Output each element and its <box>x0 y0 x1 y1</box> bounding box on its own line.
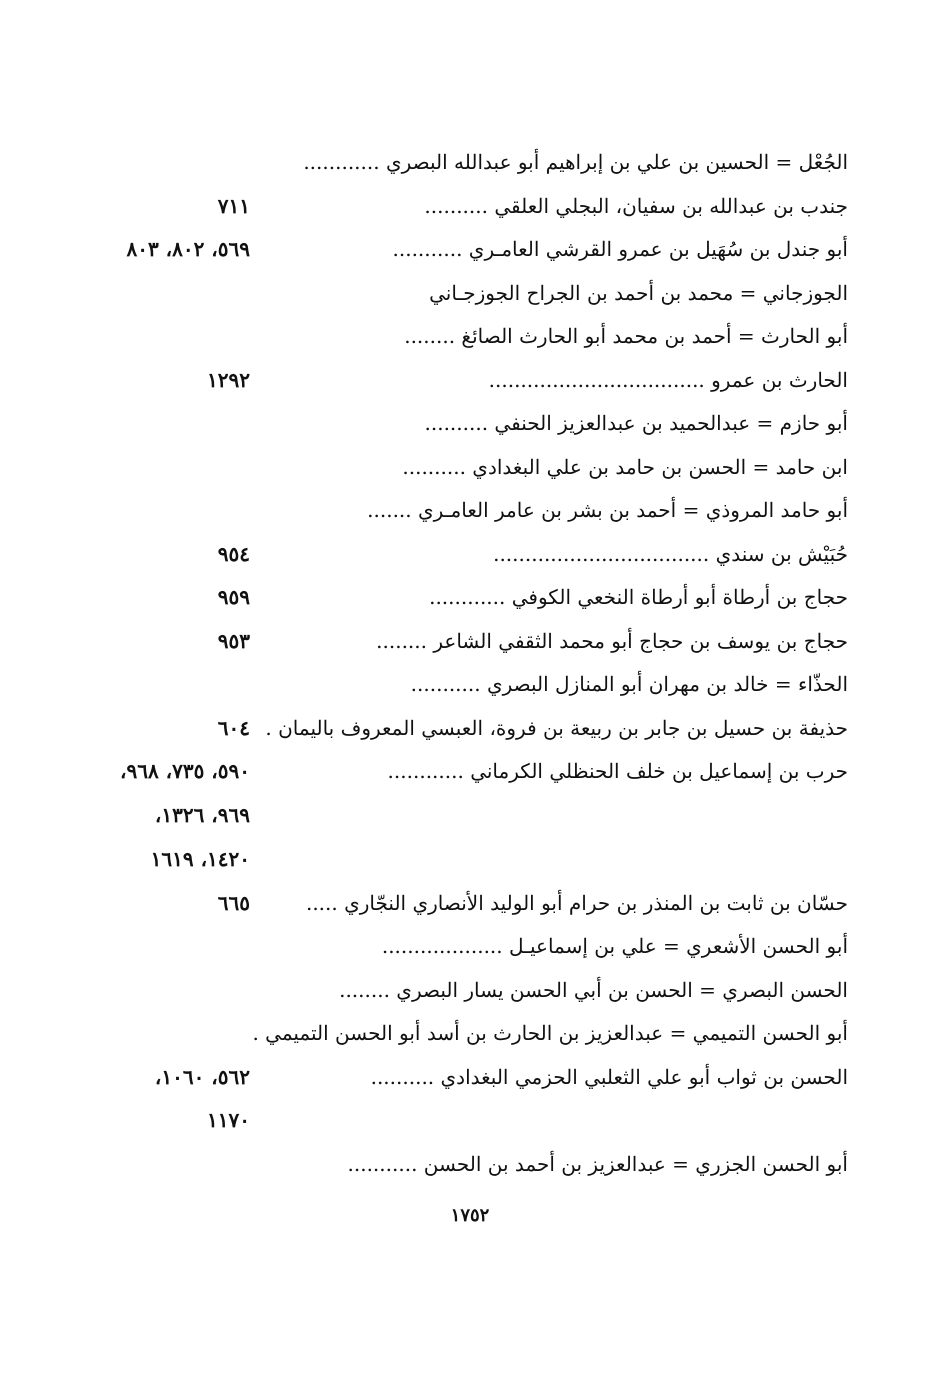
index-entry <box>100 1013 848 1057</box>
entry-pages: ٩٥٤ <box>217 541 250 566</box>
index-entry <box>100 664 848 708</box>
entry-pages: ٦٦٥ <box>217 890 250 915</box>
entry-pages: ٩٦٩، ١٣٢٦، <box>154 802 250 827</box>
entry-name: الحسن البصري = الحسن بن أبي الحسن يسار البصري ........ <box>339 977 848 1002</box>
entry-pages: ٩٥٣ <box>217 628 250 653</box>
entry-name: أبو الحسن الجزري = عبدالعزيز بن أحمد بن الحسن ........... <box>347 1152 848 1176</box>
index-entry <box>100 970 848 1014</box>
index-entry-continuation <box>100 795 848 839</box>
entry-pages: ٧١١ <box>217 193 250 218</box>
index-entry <box>100 1057 848 1101</box>
index-entry <box>100 621 848 665</box>
entry-name: أبو الحسن التميمي = عبدالعزيز بن الحارث بن أسد أبو الحسن التميمي . <box>252 1021 848 1045</box>
entry-name: الجُعْل = الحسين بن علي بن إبراهيم أبو عبدالله البصري ............ <box>303 150 848 174</box>
entry-name: ابن حامد = الحسن بن حامد بن علي البغدادي .......... <box>402 454 848 479</box>
index-entry <box>100 273 848 317</box>
entry-name: حجاج بن يوسف بن حجاج أبو محمد الثقفي الشاعر ........ <box>376 628 848 653</box>
entry-name: الحذّاء = خالد بن مهران أبو المنازل البصري ........... <box>410 672 848 696</box>
index-entry-continuation <box>100 839 848 883</box>
page-number: ١٧٥٢ <box>450 1205 490 1226</box>
entry-pages: ٥٦٢، ١٠٦٠، <box>154 1064 250 1089</box>
entry-pages: ٩٥٩ <box>217 585 250 609</box>
index-entry <box>100 229 848 273</box>
entry-name: الحسن بن ثواب أبو علي الثعلبي الحزمي البغدادي .......... <box>370 1064 848 1089</box>
index-entry <box>100 447 848 491</box>
entry-pages: ١٤٢٠، ١٦١٩ <box>150 846 250 871</box>
index-entry <box>100 751 848 795</box>
entry-name: حسّان بن ثابت بن المنذر بن حرام أبو الوليد الأنصاري النجّاري ..... <box>305 890 848 915</box>
index-entry <box>100 316 848 360</box>
entry-pages: ١٢٩٢ <box>207 367 250 392</box>
entry-pages: ١١٧٠ <box>207 1108 250 1132</box>
index-entry <box>100 926 848 970</box>
index-entry <box>100 534 848 578</box>
index-entry <box>100 186 848 230</box>
entry-name: الحارث بن عمرو .................................. <box>488 367 848 392</box>
entry-name: أبو حامد المروذي = أحمد بن بشر بن عامر العامـري ....... <box>367 498 848 522</box>
entry-name: أبو الحارث = أحمد بن محمد أبو الحارث الصائغ ........ <box>404 324 848 348</box>
entry-pages: ٥٦٩، ٨٠٢، ٨٠٣ <box>126 237 250 261</box>
entry-name: حُبَيْش بن سندي .................................. <box>493 541 848 566</box>
entry-name: أبو جندل بن سُهَيل بن عمرو القرشي العامـري ........... <box>392 237 848 261</box>
entry-name: أبو حازم = عبدالحميد بن عبدالعزيز الحنفي .......... <box>424 411 848 435</box>
index-entry <box>100 708 848 752</box>
index-entry <box>100 883 848 927</box>
index-entry <box>100 403 848 447</box>
entry-name: حجاج بن أرطاة أبو أرطاة النخعي الكوفي ............ <box>429 585 848 609</box>
index-entry-list <box>100 142 848 1188</box>
index-entry <box>100 142 848 186</box>
index-entry <box>100 360 848 404</box>
entry-name: الجوزجاني = محمد بن أحمد بن الجراح الجوزجـاني <box>429 280 848 305</box>
entry-name: حذيفة بن حسيل بن جابر بن ربيعة بن فروة، العبسي المعروف باليمان . <box>265 715 848 740</box>
entry-name: جندب بن عبدالله بن سفيان، البجلي العلقي .......... <box>424 193 848 218</box>
entry-name: أبو الحسن الأشعري = علي بن إسماعيـل ................... <box>381 934 848 958</box>
index-entry-continuation <box>100 1100 848 1144</box>
index-entry <box>100 577 848 621</box>
index-entry <box>100 490 848 534</box>
entry-pages: ٥٩٠، ٧٣٥، ٩٦٨، <box>119 759 250 783</box>
entry-name: حرب بن إسماعيل بن خلف الحنظلي الكرماني ............ <box>387 759 848 783</box>
entry-pages: ٦٠٤ <box>217 715 250 740</box>
index-entry <box>100 1144 848 1188</box>
